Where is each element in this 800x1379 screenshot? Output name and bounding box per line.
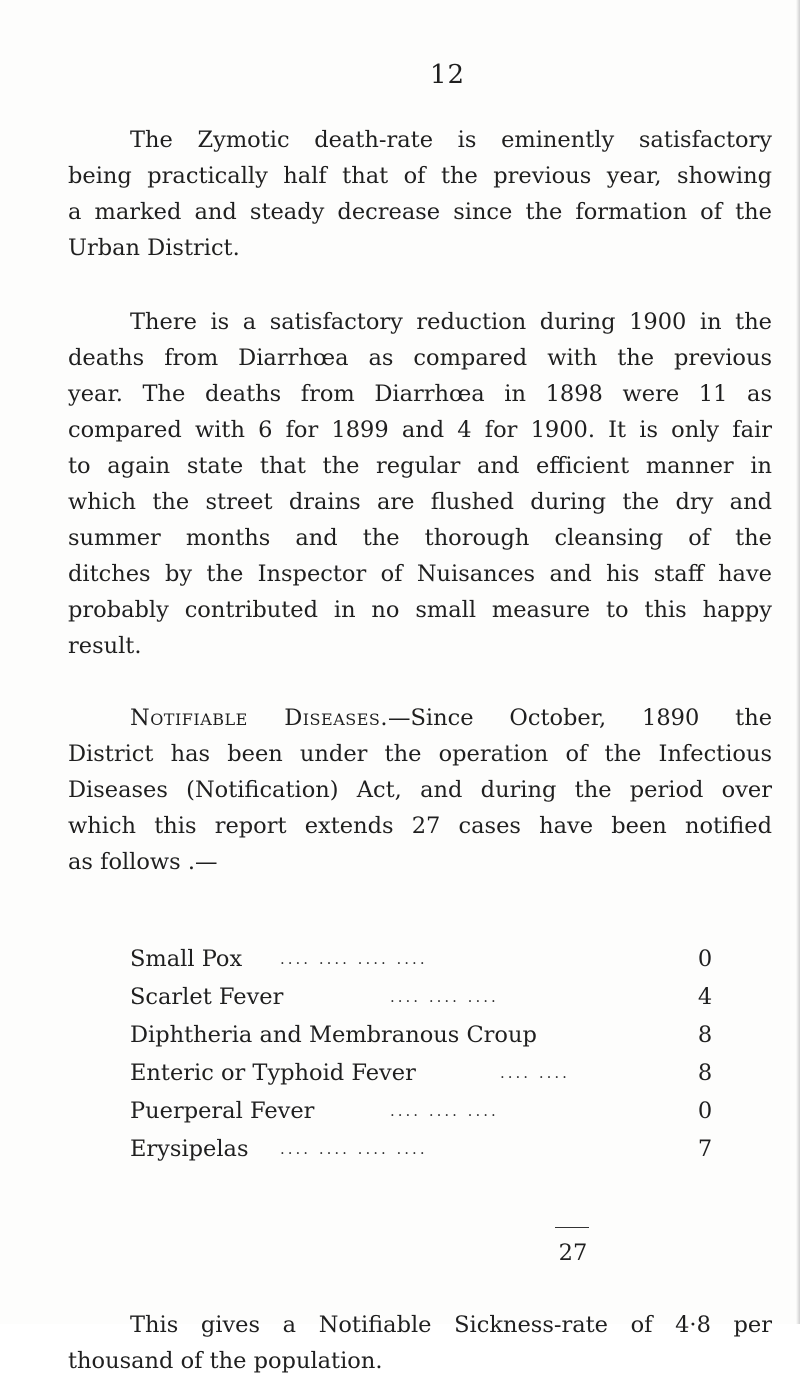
disease-name: Small Pox — [130, 946, 243, 972]
paragraph-diarrhoea — [68, 304, 772, 664]
disease-name: Erysipelas — [130, 1136, 249, 1162]
total-count: 27 — [558, 1240, 588, 1266]
paragraph-line: which the street drains are flushed during the dry and — [68, 489, 772, 515]
paragraph-line: compared with 6 for 1899 and 4 for 1900. It is only fair — [68, 417, 772, 443]
paragraph-line: There is a satisfactory reduction during 1900 in the — [130, 309, 772, 335]
table-row — [130, 1130, 720, 1168]
table-row — [130, 940, 720, 978]
diseases-table — [130, 940, 720, 1168]
paragraph-line: year. The deaths from Diarrhœa in 1898 were 11 as — [68, 381, 772, 407]
paragraph-line: result. — [68, 633, 142, 659]
case-count: 7 — [697, 1136, 713, 1162]
section-heading: Notifiable Diseases. — [130, 705, 389, 731]
leader-dots: .... .... — [500, 1064, 570, 1082]
case-count: 0 — [697, 946, 713, 972]
case-count: 0 — [697, 1098, 713, 1124]
paragraph-zymotic — [68, 122, 772, 266]
leader-dots: .... .... .... — [390, 1102, 499, 1120]
paragraph-sickness-rate — [68, 1307, 772, 1379]
paragraph-line: to again state that the regular and efficient manner in — [68, 453, 772, 479]
paragraph-line: District has been under the operation of the Infectious — [68, 741, 772, 767]
table-row — [130, 1092, 720, 1130]
paragraph-line: probably contributed in no small measure to this happy — [68, 597, 772, 623]
page-edge-shadow — [796, 0, 800, 1324]
paragraph-line: a marked and steady decrease since the formation of the — [68, 199, 772, 225]
disease-name: Puerperal Fever — [130, 1098, 315, 1124]
case-count: 8 — [697, 1060, 713, 1086]
paragraph-line: as follows .— — [68, 849, 218, 875]
table-row — [130, 978, 720, 1016]
paragraph-line: This gives a Notifiable Sickness-rate of 4·8 per — [130, 1311, 772, 1338]
paragraph-line: Urban District. — [68, 235, 240, 261]
page-number: 12 — [430, 60, 466, 90]
paragraph-line: being practically half that of the previous year, showing — [68, 163, 772, 189]
paragraph-notifiable-diseases — [68, 700, 772, 880]
case-count: 8 — [697, 1022, 713, 1048]
table-row — [130, 1054, 720, 1092]
paragraph-line: deaths from Diarrhœa as compared with the previous — [68, 345, 772, 371]
paragraph-line: ditches by the Inspector of Nuisances and his staff have — [68, 561, 772, 587]
disease-name: Diphtheria and Membranous Croup — [130, 1022, 537, 1048]
paragraph-line: thousand of the population. — [68, 1347, 383, 1374]
leader-dots: .... .... .... — [390, 988, 499, 1006]
paragraph-line: The Zymotic death-rate is eminently satisfactory — [130, 127, 772, 153]
paragraph-line: Diseases (Notification) Act, and during the period over — [68, 777, 772, 803]
disease-name: Enteric or Typhoid Fever — [130, 1060, 416, 1086]
case-count: 4 — [697, 984, 713, 1010]
table-row — [130, 1016, 720, 1054]
disease-name: Scarlet Fever — [130, 984, 284, 1010]
leader-dots: .... .... .... .... — [280, 1140, 428, 1158]
paragraph-line: summer months and the thorough cleansing of the — [68, 525, 772, 551]
total-rule — [555, 1227, 589, 1228]
paragraph-line: which this report extends 27 cases have been notified — [68, 813, 772, 839]
heading-continuation: —Since October, 1890 the — [388, 705, 773, 731]
leader-dots: .... .... .... .... — [280, 950, 428, 968]
paragraph-line — [68, 700, 772, 736]
